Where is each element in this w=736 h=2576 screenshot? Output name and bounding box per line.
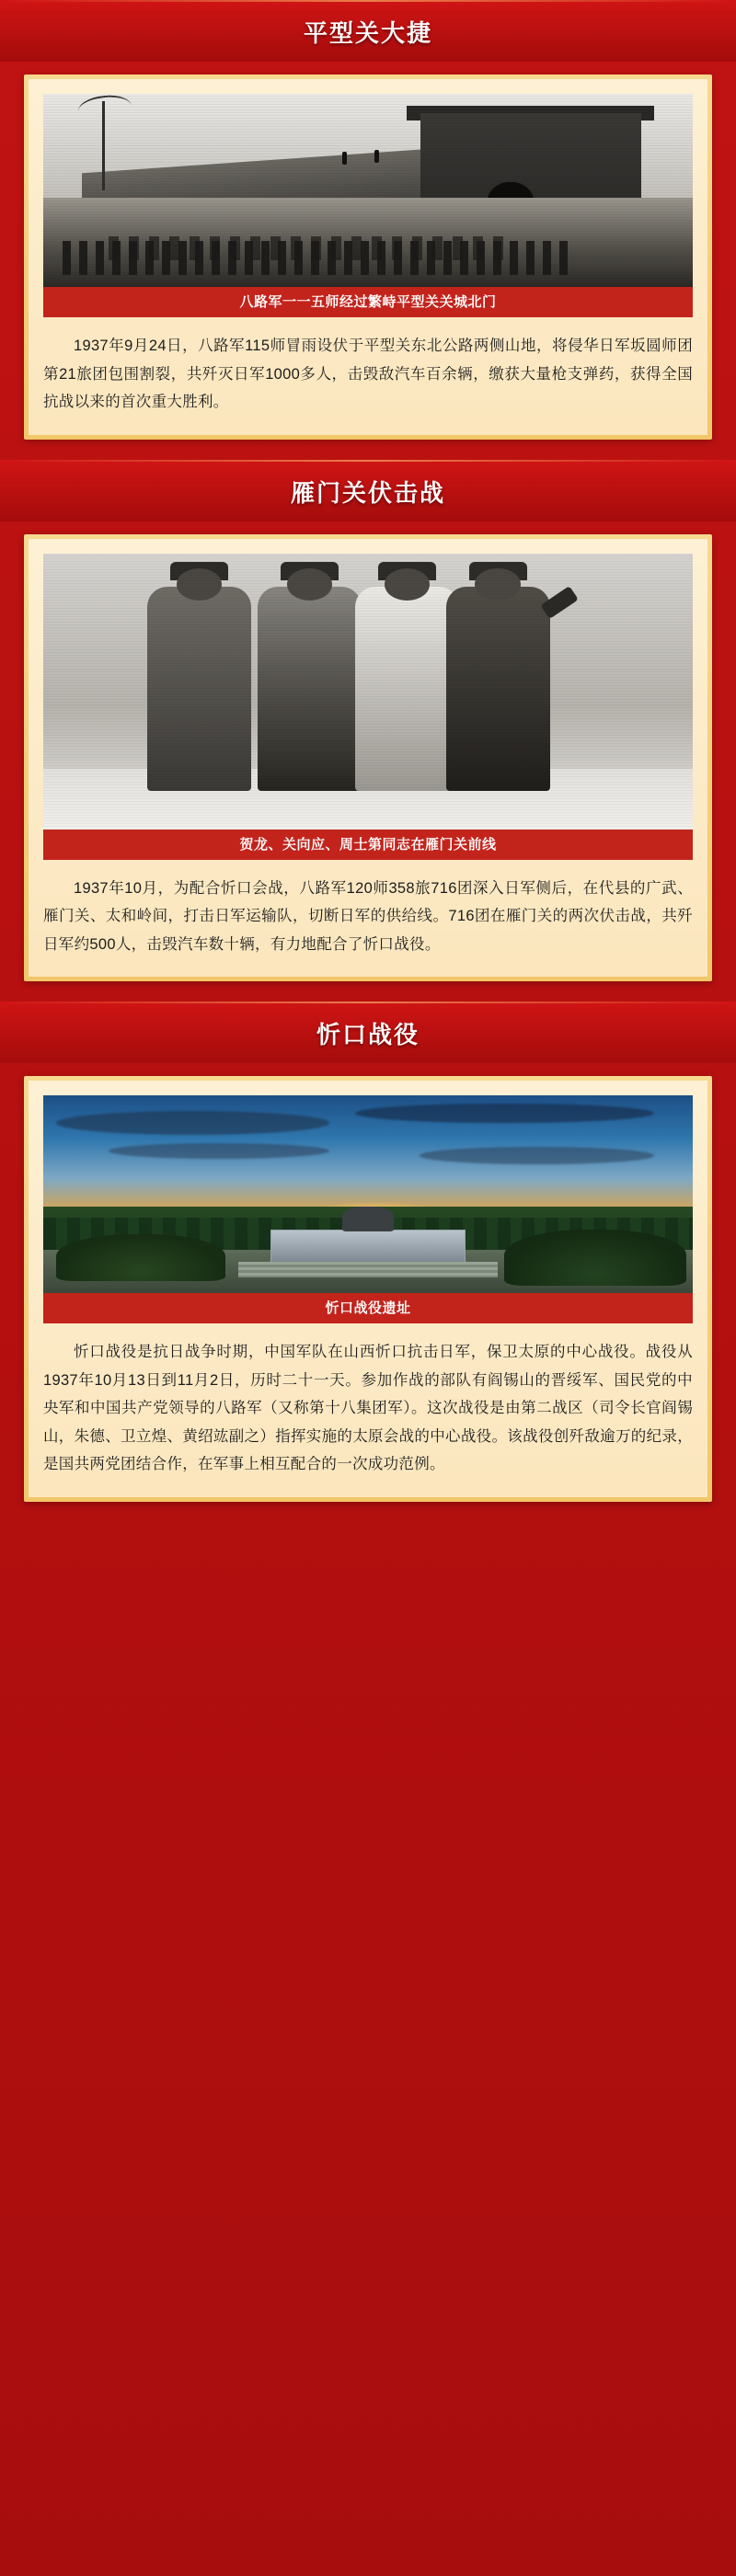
photo-bush-left bbox=[56, 1234, 225, 1282]
card-inner bbox=[29, 539, 707, 978]
section-yanmenguan bbox=[0, 460, 736, 1002]
yanmenguan-front-line-photo bbox=[43, 554, 693, 830]
photo-caption: 贺龙、关向应、周士第同志在雁门关前线 bbox=[43, 830, 693, 860]
page-title: 忻口战役 bbox=[316, 1021, 420, 1049]
section-pingxingguan bbox=[0, 0, 736, 460]
body-text: 1937年9月24日，八路军115师冒雨设伏于平型关东北公路两侧山地，将侵华日军坂圆师团第21旅团包围割裂，共歼灭日军1000多人，击毁敌汽车百余辆，缴获大量枪支弹药，获得全国抗战以来的首次重大胜利。 bbox=[43, 338, 693, 411]
content-card bbox=[24, 74, 712, 440]
photo-cloud bbox=[109, 1143, 329, 1159]
photo-block bbox=[43, 554, 693, 860]
photo-caption: 八路军一一五师经过繁峙平型关关城北门 bbox=[43, 287, 693, 317]
body-text: 1937年10月，为配合忻口会战，八路军120师358旅716团深入日军侧后，在代县的广武、雁门关、太和岭间，打击日军运输队，切断日军的供给线。716团在雁门关的两次伏击战，共歼日军约500人，击毁汽车数十辆，有力地配合了忻口战役。 bbox=[43, 879, 693, 953]
section-title-bar bbox=[0, 1002, 736, 1063]
photo-cloud bbox=[56, 1111, 329, 1135]
section-xinkou bbox=[0, 1002, 736, 1522]
photo-monument-wall bbox=[270, 1230, 466, 1264]
content-card bbox=[24, 534, 712, 982]
spacer bbox=[0, 1502, 736, 1518]
body-text: 忻口战役是抗日战争时期，中国军队在山西忻口抗击日军，保卫太原的中心战役。战役从1937年10月13日到11月2日，历时二十一天。参加作战的部队有阎锡山的晋绥军、国民党的中央军和中国共产党领导的八路军（又称第十八集团军）。这次战役是由第二战区（司令长官阎锡山，朱德、卫立煌、黄绍竑副之）指挥实施的太原会战的中心战役。该战役创歼敌逾万的纪录，是国共两党团结合作，在军事上相互配合的一次成功范例。 bbox=[43, 1344, 693, 1473]
spacer bbox=[0, 981, 736, 998]
photo-cloud bbox=[355, 1104, 654, 1124]
photo-caption: 忻口战役遗址 bbox=[43, 1293, 693, 1323]
photo-grain-overlay bbox=[43, 554, 693, 830]
card-inner bbox=[29, 1081, 707, 1497]
section-title-bar bbox=[0, 0, 736, 62]
section-title-bar bbox=[0, 460, 736, 521]
photo-steps bbox=[238, 1262, 498, 1277]
spacer bbox=[0, 440, 736, 456]
photo-statue bbox=[342, 1207, 394, 1232]
pingxingguan-north-gate-photo bbox=[43, 94, 693, 287]
photo-grain-overlay bbox=[43, 94, 693, 287]
photo-block bbox=[43, 1095, 693, 1323]
page-title: 平型关大捷 bbox=[303, 19, 432, 47]
content-card bbox=[24, 1076, 712, 1502]
photo-bush-right bbox=[504, 1230, 686, 1285]
page-title: 雁门关伏击战 bbox=[290, 478, 445, 507]
xinkou-battle-memorial-photo bbox=[43, 1095, 693, 1293]
card-inner bbox=[29, 79, 707, 435]
photo-block bbox=[43, 94, 693, 317]
